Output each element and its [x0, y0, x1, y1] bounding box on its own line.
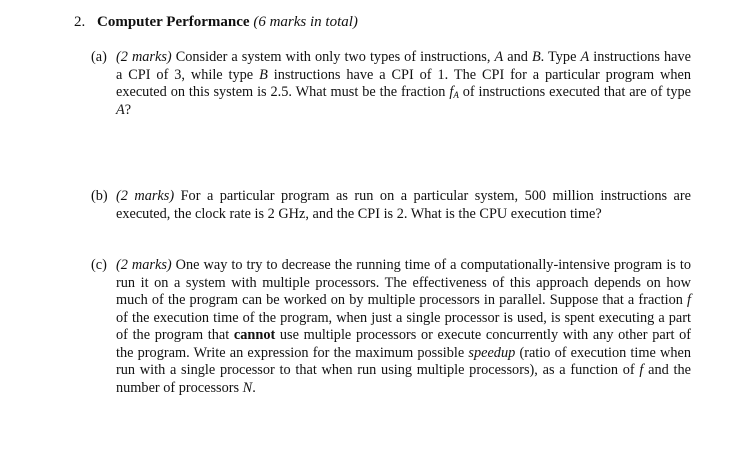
part-c-text-4: (ratio of execution time when run with a single processor to that when run using multiple processors), as a function of — [116, 344, 691, 378]
part-c-text — [116, 257, 691, 397]
part-a-text-5: instructions have a CPI of 1. The CPI for a particular program when executed on this system is 2.5. What must be the fraction — [116, 66, 691, 100]
part-a-var-a-2: A — [580, 49, 590, 65]
question-title: Computer Performance — [97, 14, 250, 30]
part-a — [91, 49, 691, 119]
part-c-var-n: N — [242, 379, 253, 396]
part-c — [91, 257, 691, 397]
part-a-text-2: and — [503, 49, 532, 65]
part-b-text-1: For a particular program as run on a particular system, 500 million instructions are executed, the clock rate is 2 GHz, and the CPI is 2. What is the CPU execution time? — [116, 188, 691, 222]
part-a-var-a-3: A — [116, 101, 125, 118]
part-b-label: (b) — [91, 188, 108, 204]
part-a-var-b-2: B — [259, 66, 268, 83]
part-c-text-1: One way to try to decrease the running time of a computationally-intensive program is to run it on a system with multiple processors. The effectiveness of this approach depends on how much of the program can be worked on by multiple processors in parallel. Suppose that a fraction — [116, 257, 691, 308]
part-b-marks: (2 marks) — [116, 188, 175, 204]
part-a-label: (a) — [91, 49, 107, 65]
part-c-text-5: and the number of processors — [116, 362, 691, 396]
question-marks: (6 marks in total) — [253, 14, 358, 30]
question-heading — [74, 12, 358, 32]
part-a-var-f: f — [449, 84, 454, 100]
part-a-marks: (2 marks) — [116, 49, 172, 65]
part-a-var-b: B — [531, 49, 541, 65]
part-a-var-a: A — [494, 49, 504, 65]
part-c-text-6: . — [252, 379, 256, 396]
part-c-var-f: f — [687, 292, 691, 308]
part-a-text-4: instructions have a CPI of 3, while type — [116, 49, 691, 83]
part-b-text — [116, 188, 691, 223]
part-a-text-7: ? — [124, 101, 132, 118]
part-c-emphasis-cannot: cannot — [233, 327, 276, 343]
part-a-text — [116, 49, 691, 119]
part-b — [91, 188, 691, 223]
question-number: 2. — [74, 14, 86, 30]
part-a-var-f-subscript: A — [453, 90, 459, 100]
part-c-term-speedup: speedup — [468, 344, 516, 361]
part-c-label: (c) — [91, 257, 107, 273]
part-a-text-1: Consider a system with only two types of instructions, — [171, 49, 495, 65]
part-c-marks: (2 marks) — [116, 257, 172, 273]
part-c-text-2: of the execution time of the program, when just a single processor is used, is spent executing a part of the program that — [116, 309, 691, 343]
part-a-text-6: of instructions executed that are of type — [458, 84, 691, 100]
part-c-text-3: use multiple processors or execute concurrently with any other part of the program. Write an expression for the maximum possible — [116, 327, 691, 361]
part-a-text-3: . Type — [540, 49, 581, 65]
part-c-var-f-2: f — [639, 362, 644, 378]
